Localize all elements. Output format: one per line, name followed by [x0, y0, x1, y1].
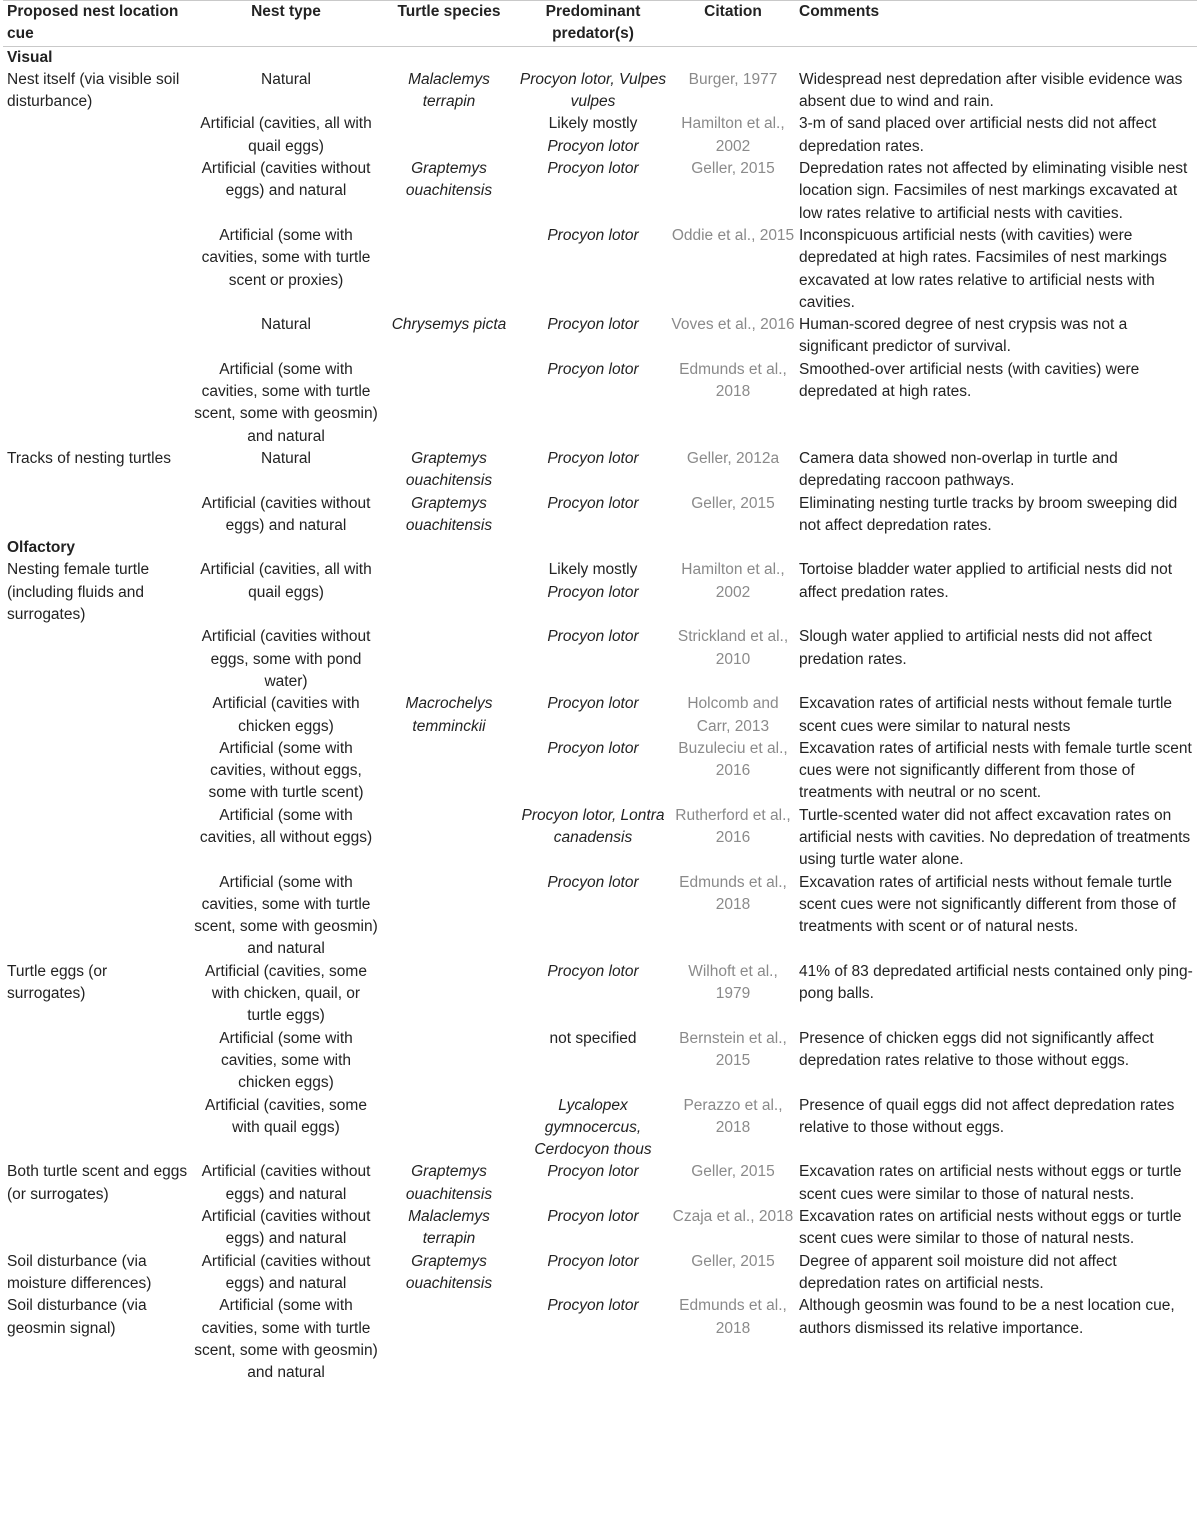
table-row: [3, 1251, 1197, 1296]
comment-cell: Excavation rates of artificial nests without female turtle scent cues were similar to natural nests: [799, 695, 1173, 735]
table-body: [3, 46, 1197, 1384]
nest-type-cell: Artificial (cavities without eggs) and natural: [201, 1252, 371, 1292]
table-row: [3, 1295, 1197, 1384]
header-citation: Citation: [667, 1, 795, 47]
comment-cell: 3-m of sand placed over artificial nests did not affect depredation rates.: [799, 115, 1157, 155]
table-row: [3, 626, 1197, 693]
comment-cell: Excavation rates on artificial nests without eggs or turtle scent cues were similar to those of natural nests.: [799, 1163, 1182, 1203]
predator-name: Procyon lotor, Lontra canadensis: [521, 806, 665, 846]
predator-name: Procyon lotor: [547, 695, 639, 713]
header-species: Turtle species: [379, 1, 515, 47]
comment-cell: Eliminating nesting turtle tracks by broom sweeping did not affect depredation rates.: [799, 494, 1178, 534]
citation-cell: Wilhoft et al., 1979: [688, 962, 778, 1003]
predator-name: Procyon lotor: [547, 1297, 639, 1315]
comment-cell: Smoothed-over artificial nests (with cavities) were depredated at high rates.: [799, 360, 1140, 401]
header-predator: Predominant predator(s): [515, 1, 667, 47]
table-header-row: [3, 1, 1197, 47]
cue-cell: [3, 493, 189, 538]
comment-cell: Degree of apparent soil moisture did not affect depredation rates on artificial nests.: [799, 1252, 1117, 1292]
predator-name: Procyon lotor: [547, 494, 639, 512]
species-cell: Graptemys ouachitensis: [405, 449, 493, 490]
citation-cell: Edmunds et al., 2018: [679, 1297, 787, 1337]
cue-cell: [3, 626, 189, 693]
comment-cell: Tortoise bladder water applied to artificial nests did not affect predation rates.: [799, 561, 1173, 601]
predator-name: Procyon lotor: [547, 360, 639, 378]
predator-cell: [515, 693, 667, 738]
nest-type-cell: Artificial (cavities without eggs) and natural: [201, 1208, 371, 1248]
predator-cell: [515, 314, 667, 359]
citation-cell: Geller, 2015: [691, 1252, 775, 1270]
cue-cell: Both turtle scent and eggs (or surrogates): [7, 1163, 188, 1203]
predator-cell: [515, 961, 667, 1028]
predator-cell: [515, 559, 667, 626]
nest-type-cell: Artificial (cavities without eggs) and natural: [201, 1163, 371, 1203]
nest-type-cell: Artificial (cavities without eggs) and natural: [201, 160, 371, 200]
nest-type-cell: Artificial (some with cavities, all without eggs): [199, 806, 373, 846]
comment-cell: 41% of 83 depredated artificial nests contained only ping-pong balls.: [799, 962, 1193, 1003]
nest-type-cell: Natural: [261, 449, 311, 467]
nest-type-cell: Artificial (cavities, some with chicken, quail, or turtle eggs): [205, 962, 367, 1025]
species-cell: Graptemys ouachitensis: [405, 1163, 493, 1203]
comment-cell: Excavation rates of artificial nests with female turtle scent cues were not significantly different from those of treatments with neutral or no scent.: [799, 739, 1192, 802]
predator-name: Procyon lotor: [547, 1208, 639, 1226]
section-title: Visual: [7, 48, 53, 66]
citation-cell: Geller, 2012a: [686, 449, 780, 467]
species-cell: Graptemys ouachitensis: [405, 494, 493, 534]
species-cell: [379, 805, 515, 872]
species-cell: Malaclemys terrapin: [408, 70, 490, 111]
predator-cell: [515, 1251, 667, 1296]
cue-cell: [3, 1028, 189, 1095]
citation-cell: Geller, 2015: [691, 160, 775, 178]
cue-cell: Turtle eggs (or surrogates): [7, 962, 108, 1003]
predator-name: Lycalopex gymnocercus, Cerdocyon thous: [534, 1096, 652, 1159]
nest-type-cell: Artificial (some with cavities, some with turtle scent, some with geosmin) and natural: [194, 360, 378, 445]
predator-cell: [515, 1161, 667, 1206]
citation-cell: Hamilton et al., 2002: [681, 115, 785, 155]
species-cell: [379, 1028, 515, 1095]
predator-name: Procyon lotor: [547, 962, 639, 980]
table-row: [3, 69, 1197, 114]
cue-cell: Nest itself (via visible soil disturbance): [7, 70, 180, 111]
cue-cell: [3, 225, 189, 314]
species-cell: Macrochelys temminckii: [405, 695, 493, 735]
citation-cell: Edmunds et al., 2018: [679, 873, 787, 913]
species-cell: [379, 872, 515, 961]
species-cell: Chrysemys picta: [391, 316, 507, 334]
table-row: [3, 113, 1197, 158]
predator-name: Procyon lotor: [547, 449, 639, 467]
nest-cue-table: [3, 0, 1197, 1384]
citation-cell: Perazzo et al., 2018: [683, 1096, 783, 1136]
nest-type-cell: Artificial (some with cavities, some with turtle scent, some with geosmin) and natural: [194, 1297, 378, 1382]
species-cell: [379, 626, 515, 693]
nest-type-cell: Artificial (cavities, some with quail eggs): [205, 1096, 367, 1136]
predator-name: Procyon lotor: [547, 583, 639, 601]
predator-cell: [515, 872, 667, 961]
predator-name: Procyon lotor: [547, 1163, 639, 1181]
species-cell: [379, 225, 515, 314]
cue-cell: [3, 693, 189, 738]
species-cell: Graptemys ouachitensis: [405, 1252, 493, 1292]
predator-cell: [515, 359, 667, 448]
table-row: [3, 1028, 1197, 1095]
nest-type-cell: Natural: [261, 70, 311, 88]
nest-type-cell: Artificial (cavities with chicken eggs): [212, 695, 360, 735]
table-row: [3, 961, 1197, 1028]
predator-cell: [515, 626, 667, 693]
species-cell: Malaclemys terrapin: [408, 1208, 490, 1248]
citation-cell: Czaja et al., 2018: [672, 1208, 794, 1226]
predator-name: Procyon lotor: [547, 739, 639, 757]
predator-name: Procyon lotor, Vulpes vulpes: [519, 70, 667, 111]
predator-cell: [515, 1028, 667, 1095]
header-nest-type: Nest type: [189, 1, 379, 47]
predator-cell: [515, 225, 667, 314]
predator-name: Procyon lotor: [547, 316, 639, 334]
citation-cell: Geller, 2015: [691, 1163, 775, 1181]
predator-name: Procyon lotor: [547, 628, 639, 646]
citation-cell: Geller, 2015: [691, 494, 775, 512]
table-row: [3, 314, 1197, 359]
table-row: [3, 1161, 1197, 1206]
predator-cell: [515, 805, 667, 872]
table-row: [3, 559, 1197, 626]
table-row: [3, 225, 1197, 314]
citation-cell: Voves et al., 2016: [671, 316, 795, 334]
nest-type-cell: Artificial (cavities without eggs, some with pond water): [201, 628, 371, 690]
comment-cell: Human-scored degree of nest crypsis was not a significant predictor of survival.: [799, 316, 1128, 356]
nest-type-cell: Artificial (some with cavities, some with turtle scent, some with geosmin) and natural: [194, 873, 378, 958]
nest-type-cell: Artificial (cavities without eggs) and natural: [201, 494, 371, 534]
citation-cell: Strickland et al., 2010: [677, 628, 789, 668]
header-comments: Comments: [795, 1, 1197, 47]
predator-prefix: Likely mostly: [548, 115, 638, 133]
citation-cell: Oddie et al., 2015: [671, 226, 795, 244]
table-row: [3, 359, 1197, 448]
comment-cell: Inconspicuous artificial nests (with cavities) were depredated at high rates. Facsimiles of nest markings excavated at low rates relative to artificial nests with cavities.: [799, 226, 1167, 311]
cue-cell: Tracks of nesting turtles: [7, 449, 171, 467]
predator-cell: [515, 738, 667, 805]
comment-cell: Excavation rates of artificial nests without female turtle scent cues were not significantly different from those of treatments with scent or of natural nests.: [799, 873, 1177, 936]
comment-cell: Excavation rates on artificial nests without eggs or turtle scent cues were similar to those of natural nests.: [799, 1208, 1182, 1248]
table-row: [3, 493, 1197, 538]
predator-name: Procyon lotor: [547, 137, 639, 155]
species-cell: [379, 738, 515, 805]
predator-name: not specified: [549, 1029, 637, 1047]
cue-cell: [3, 158, 189, 225]
cue-cell: [3, 113, 189, 158]
predator-cell: [515, 448, 667, 493]
header-cue: Proposed nest location cue: [3, 1, 189, 47]
predator-name: Procyon lotor: [547, 160, 639, 178]
comment-cell: Presence of quail eggs did not affect depredation rates relative to those without eggs.: [799, 1096, 1175, 1136]
section-row: [3, 537, 1197, 559]
predator-name: Procyon lotor: [547, 1252, 639, 1270]
predator-cell: [515, 158, 667, 225]
table-row: [3, 448, 1197, 493]
predator-name: Procyon lotor: [547, 873, 639, 891]
nest-type-cell: Natural: [261, 316, 311, 334]
citation-cell: Buzuleciu et al., 2016: [678, 739, 788, 780]
predator-prefix: Likely mostly: [548, 561, 638, 579]
predator-cell: [515, 1295, 667, 1384]
predator-cell: [515, 1206, 667, 1251]
cue-cell: [3, 1095, 189, 1162]
citation-cell: Burger, 1977: [688, 70, 778, 88]
predator-cell: [515, 113, 667, 158]
species-cell: [379, 961, 515, 1028]
cue-cell: Soil disturbance (via moisture differences): [7, 1252, 152, 1292]
comment-cell: Slough water applied to artificial nests did not affect predation rates.: [799, 628, 1152, 668]
table-row: [3, 1206, 1197, 1251]
comment-cell: Presence of chicken eggs did not significantly affect depredation rates relative to those without eggs.: [799, 1029, 1154, 1069]
cue-cell: [3, 805, 189, 872]
citation-cell: Holcomb and Carr, 2013: [687, 695, 779, 735]
cue-cell: [3, 359, 189, 448]
citation-cell: Bernstein et al., 2015: [679, 1029, 787, 1069]
comment-cell: Widespread nest depredation after visible evidence was absent due to wind and rain.: [799, 70, 1183, 111]
citation-cell: Edmunds et al., 2018: [679, 360, 787, 401]
species-cell: [379, 113, 515, 158]
species-cell: [379, 1095, 515, 1162]
table-row: [3, 693, 1197, 738]
comment-cell: Camera data showed non-overlap in turtle and depredating raccoon pathways.: [799, 449, 1118, 490]
species-cell: [379, 359, 515, 448]
species-cell: [379, 559, 515, 626]
cue-cell: [3, 738, 189, 805]
nest-type-cell: Artificial (cavities, all with quail eggs): [200, 115, 372, 155]
table-row: [3, 1095, 1197, 1162]
predator-cell: [515, 69, 667, 114]
citation-cell: Hamilton et al., 2002: [681, 561, 785, 601]
table-row: [3, 158, 1197, 225]
cue-cell: Soil disturbance (via geosmin signal): [7, 1297, 147, 1337]
comment-cell: Depredation rates not affected by eliminating visible nest location sign. Facsimiles of nest markings excavated at low rates relative to artificial nests with cavities.: [799, 160, 1188, 222]
table-row: [3, 738, 1197, 805]
nest-type-cell: Artificial (cavities, all with quail eggs): [200, 561, 372, 601]
section-title: Olfactory: [7, 539, 76, 557]
citation-cell: Rutherford et al., 2016: [675, 806, 791, 846]
cue-cell: Nesting female turtle (including fluids and surrogates): [7, 561, 150, 624]
table-row: [3, 805, 1197, 872]
nest-type-cell: Artificial (some with cavities, some with turtle scent or proxies): [201, 226, 371, 289]
predator-name: Procyon lotor: [547, 226, 639, 244]
predator-cell: [515, 493, 667, 538]
comment-cell: Although geosmin was found to be a nest location cue, authors dismissed its relative importance.: [799, 1297, 1175, 1337]
cue-cell: [3, 1206, 189, 1251]
table-row: [3, 872, 1197, 961]
cue-cell: [3, 872, 189, 961]
section-row: [3, 46, 1197, 69]
comment-cell: Turtle-scented water did not affect excavation rates on artificial nests with cavities. No depredation of treatments using turtle water alone.: [799, 806, 1191, 869]
species-cell: Graptemys ouachitensis: [405, 160, 493, 200]
cue-cell: [3, 314, 189, 359]
species-cell: [379, 1295, 515, 1384]
nest-type-cell: Artificial (some with cavities, some with chicken eggs): [219, 1029, 353, 1092]
predator-cell: [515, 1095, 667, 1162]
nest-type-cell: Artificial (some with cavities, without eggs, some with turtle scent): [208, 739, 364, 802]
